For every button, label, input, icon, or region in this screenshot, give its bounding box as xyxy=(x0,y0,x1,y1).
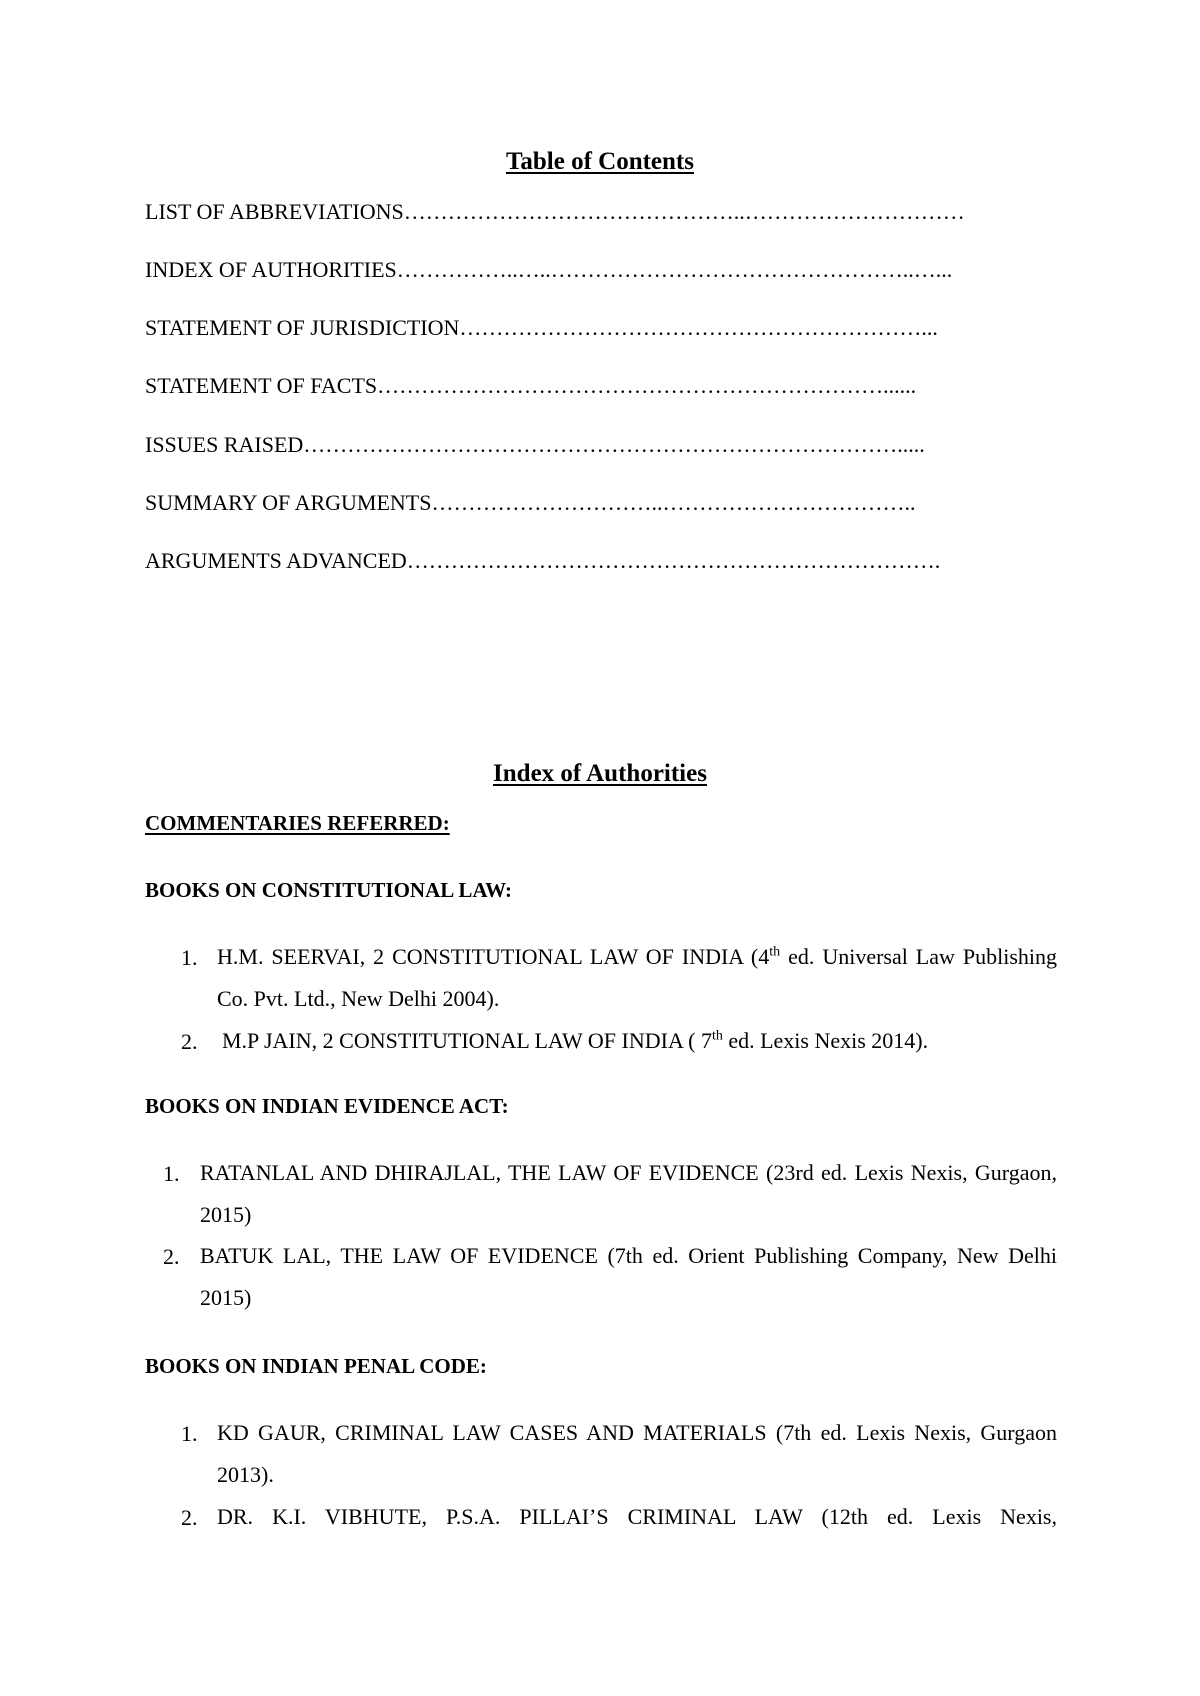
list-item-number: 1. xyxy=(181,945,198,970)
toc-entry-statement-of-jurisdiction: STATEMENT OF JURISDICTION………………………………………………………... xyxy=(145,315,938,340)
constitutional-law-heading: BOOKS ON CONSTITUTIONAL LAW: xyxy=(145,878,513,902)
toc-title: Table of Contents xyxy=(506,148,694,175)
index-title: Index of Authorities xyxy=(493,760,707,787)
list-item: H.M. SEERVAI, 2 CONSTITUTIONAL LAW OF INDIA (4th ed. Universal Law Publishing Co. Pvt. Ltd., New Delhi 2004). xyxy=(217,944,1057,1011)
list-item: M.P JAIN, 2 CONSTITUTIONAL LAW OF INDIA ( 7th ed. Lexis Nexis 2014). xyxy=(222,1028,929,1053)
list-item-number: 2. xyxy=(163,1244,180,1269)
toc-entry-issues-raised: ISSUES RAISED………………………………………………………………………..... xyxy=(145,432,925,457)
list-item: RATANLAL AND DHIRAJLAL, THE LAW OF EVIDENCE (23rd ed. Lexis Nexis, Gurgaon, 2015) xyxy=(200,1160,1057,1227)
toc-entry-abbreviations: LIST OF ABBREVIATIONS………………………………………..………………………… xyxy=(145,199,965,224)
toc-entry-statement-of-facts: STATEMENT OF FACTS……………………………………………………………...... xyxy=(145,373,917,398)
toc-entry-arguments-advanced: ARGUMENTS ADVANCED………………………………………………………………. xyxy=(145,548,941,573)
list-item-number: 1. xyxy=(163,1161,180,1186)
list-item: DR. K.I. VIBHUTE, P.S.A. PILLAI’S CRIMINAL LAW (12th ed. Lexis Nexis, xyxy=(217,1504,1057,1529)
commentaries-heading: COMMENTARIES REFERRED: xyxy=(145,811,450,835)
list-item-number: 2. xyxy=(181,1505,198,1530)
toc-entry-summary-of-arguments: SUMMARY OF ARGUMENTS…………………………..…………………………….. xyxy=(145,490,916,515)
list-item: KD GAUR, CRIMINAL LAW CASES AND MATERIALS (7th ed. Lexis Nexis, Gurgaon 2013). xyxy=(217,1420,1057,1487)
toc-entry-index-of-authorities: INDEX OF AUTHORITIES……………..…..…………………………………………..…... xyxy=(145,257,953,282)
list-item: BATUK LAL, THE LAW OF EVIDENCE (7th ed. Orient Publishing Company, New Delhi 2015) xyxy=(200,1243,1057,1310)
evidence-act-heading: BOOKS ON INDIAN EVIDENCE ACT: xyxy=(145,1094,509,1118)
penal-code-heading: BOOKS ON INDIAN PENAL CODE: xyxy=(145,1354,487,1378)
list-item-number: 2. xyxy=(181,1029,198,1054)
list-item-number: 1. xyxy=(181,1421,198,1446)
